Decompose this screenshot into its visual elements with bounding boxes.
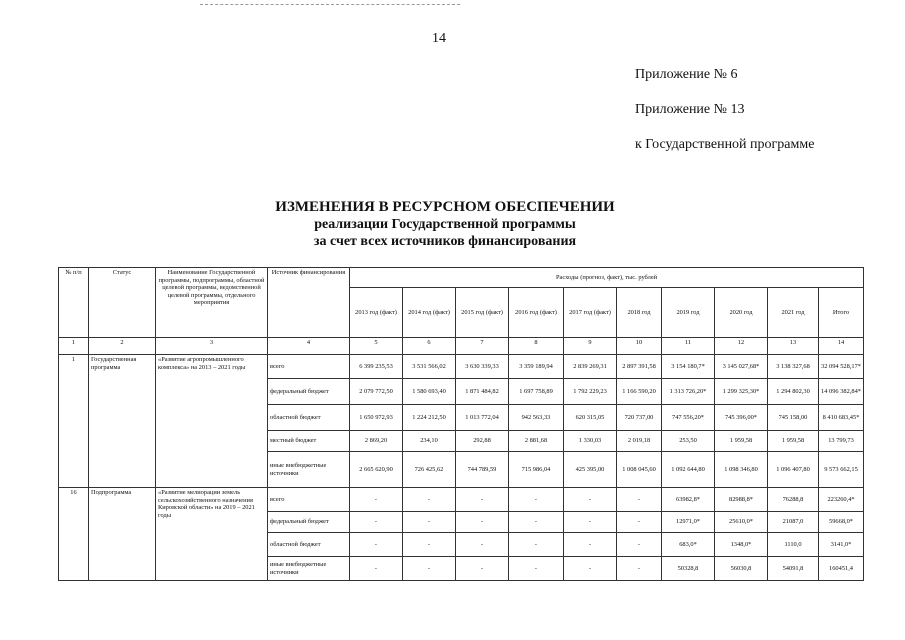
amount-cell: 2 665 620,90 [350, 452, 403, 488]
amount-cell: 1 792 229,23 [564, 379, 617, 405]
funding-source: иные внебюджетные источники [268, 557, 350, 581]
amount-cell: 1348,0* [715, 533, 768, 557]
document-title [200, 199, 690, 250]
scan-artifact-line [200, 4, 460, 5]
amount-cell: - [456, 512, 509, 533]
column-number: 8 [509, 338, 564, 355]
amount-cell: - [350, 512, 403, 533]
amount-cell: 745 158,00 [768, 405, 819, 431]
amount-cell: - [350, 488, 403, 512]
amount-cell: 1110,0 [768, 533, 819, 557]
funding-source: всего [268, 355, 350, 379]
amount-cell: 292,88 [456, 431, 509, 452]
header-year: 2020 год [715, 288, 768, 338]
appendix-line-1: Приложение № 6 [635, 67, 738, 82]
column-number: 14 [819, 338, 864, 355]
amount-cell: 21087,0 [768, 512, 819, 533]
resource-table [58, 267, 864, 581]
header-year: 2013 год (факт) [350, 288, 403, 338]
funding-source: иные внебюджетные источники [268, 452, 350, 488]
page-number: 14 [432, 31, 446, 46]
amount-cell: - [617, 533, 662, 557]
amount-cell: - [617, 557, 662, 581]
title-line-2: реализации Государственной программы [314, 217, 576, 232]
amount-cell: 253,50 [662, 431, 715, 452]
amount-cell: - [617, 512, 662, 533]
amount-cell: 160451,4 [819, 557, 864, 581]
amount-cell: 2 839 269,31 [564, 355, 617, 379]
amount-cell: 942 563,33 [509, 405, 564, 431]
amount-cell: - [456, 488, 509, 512]
amount-cell: 1 098 346,80 [715, 452, 768, 488]
table-row [59, 488, 864, 512]
program-no: 16 [59, 488, 89, 581]
amount-cell: 12971,0* [662, 512, 715, 533]
funding-source: областной бюджет [268, 405, 350, 431]
header-year: 2014 год (факт) [403, 288, 456, 338]
amount-cell: 1 096 407,80 [768, 452, 819, 488]
header-source: Источник финансирования [268, 268, 350, 338]
amount-cell: 1 224 212,50 [403, 405, 456, 431]
amount-cell: - [509, 488, 564, 512]
funding-source: областной бюджет [268, 533, 350, 557]
amount-cell: 745 396,00* [715, 405, 768, 431]
amount-cell: - [403, 533, 456, 557]
header-name: Наименование Государственной программы, подпрограммы, областной целевой программы, ведомственной целевой программы, отдельного мероприятия [156, 268, 268, 338]
header-year: 2018 год [617, 288, 662, 338]
amount-cell: 13 799,73 [819, 431, 864, 452]
amount-cell: 1 092 644,80 [662, 452, 715, 488]
header-year: 2017 год (факт) [564, 288, 617, 338]
amount-cell: 3 359 189,94 [509, 355, 564, 379]
amount-cell: - [456, 533, 509, 557]
amount-cell: 2 881,68 [509, 431, 564, 452]
program-no: 1 [59, 355, 89, 488]
amount-cell: 32 094 528,17* [819, 355, 864, 379]
column-number: 11 [662, 338, 715, 355]
column-number: 5 [350, 338, 403, 355]
amount-cell: 1 871 484,82 [456, 379, 509, 405]
amount-cell: 620 315,05 [564, 405, 617, 431]
amount-cell: 747 556,20* [662, 405, 715, 431]
amount-cell: 726 425,62 [403, 452, 456, 488]
amount-cell: 1 650 972,93 [350, 405, 403, 431]
amount-cell: - [564, 488, 617, 512]
amount-cell: 76288,8 [768, 488, 819, 512]
column-number: 1 [59, 338, 89, 355]
amount-cell: 14 096 382,84* [819, 379, 864, 405]
amount-cell: 50328,8 [662, 557, 715, 581]
header-year: 2015 год (факт) [456, 288, 509, 338]
amount-cell: 82988,8* [715, 488, 768, 512]
program-status: Подпрограмма [89, 488, 156, 581]
column-number: 2 [89, 338, 156, 355]
program-name: «Развитие мелиорации земель сельскохозяйственного назначения Кировской области» на 2019 – 2021 годы [156, 488, 268, 581]
amount-cell: - [564, 533, 617, 557]
amount-cell: - [617, 488, 662, 512]
funding-source: федеральный бюджет [268, 512, 350, 533]
amount-cell: 1 959,58 [768, 431, 819, 452]
column-number: 13 [768, 338, 819, 355]
column-number: 7 [456, 338, 509, 355]
amount-cell: 223260,4* [819, 488, 864, 512]
header-year: 2021 год [768, 288, 819, 338]
amount-cell: 63982,8* [662, 488, 715, 512]
amount-cell: - [509, 533, 564, 557]
amount-cell: 744 789,59 [456, 452, 509, 488]
header-no: № п/п [59, 268, 89, 338]
column-number: 10 [617, 338, 662, 355]
amount-cell: - [403, 512, 456, 533]
amount-cell: - [509, 512, 564, 533]
amount-cell: 715 986,04 [509, 452, 564, 488]
column-number: 4 [268, 338, 350, 355]
header-status: Статус [89, 268, 156, 338]
amount-cell: 2 079 772,50 [350, 379, 403, 405]
column-number: 6 [403, 338, 456, 355]
header-expenses: Расходы (прогноз, факт), тыс. рублей [350, 268, 864, 288]
amount-cell: 1 294 802,30 [768, 379, 819, 405]
amount-cell: 1 166 590,20 [617, 379, 662, 405]
amount-cell: 1 013 772,04 [456, 405, 509, 431]
amount-cell: - [456, 557, 509, 581]
funding-source: местный бюджет [268, 431, 350, 452]
amount-cell: - [350, 557, 403, 581]
amount-cell: 2 019,18 [617, 431, 662, 452]
amount-cell: 9 573 662,15 [819, 452, 864, 488]
column-number: 3 [156, 338, 268, 355]
amount-cell: - [403, 557, 456, 581]
amount-cell: 3 531 566,02 [403, 355, 456, 379]
header-year: 2019 год [662, 288, 715, 338]
amount-cell: 3141,0* [819, 533, 864, 557]
amount-cell: - [564, 512, 617, 533]
amount-cell: 425 395,00 [564, 452, 617, 488]
amount-cell: 1 697 758,89 [509, 379, 564, 405]
appendix-line-2: Приложение № 13 [635, 102, 745, 117]
amount-cell: 8 410 683,45* [819, 405, 864, 431]
column-number: 12 [715, 338, 768, 355]
amount-cell: 3 630 339,33 [456, 355, 509, 379]
amount-cell: 3 154 180,7* [662, 355, 715, 379]
amount-cell: 1 313 726,20* [662, 379, 715, 405]
amount-cell: 234,10 [403, 431, 456, 452]
amount-cell: 56030,8 [715, 557, 768, 581]
amount-cell: 6 399 235,53 [350, 355, 403, 379]
amount-cell: - [564, 557, 617, 581]
amount-cell: - [509, 557, 564, 581]
amount-cell: 1 330,03 [564, 431, 617, 452]
amount-cell: 1 959,58 [715, 431, 768, 452]
column-number: 9 [564, 338, 617, 355]
amount-cell: 3 138 327,68 [768, 355, 819, 379]
amount-cell: 683,0* [662, 533, 715, 557]
appendix-line-3: к Государственной программе [635, 137, 815, 152]
program-name: «Развитие агропромышленного комплекса» на 2013 – 2021 годы [156, 355, 268, 488]
amount-cell: - [403, 488, 456, 512]
amount-cell: 1 299 325,30* [715, 379, 768, 405]
amount-cell: 720 737,00 [617, 405, 662, 431]
amount-cell: 2 869,20 [350, 431, 403, 452]
header-year: Итого [819, 288, 864, 338]
amount-cell: 1 580 693,40 [403, 379, 456, 405]
funding-source: федеральный бюджет [268, 379, 350, 405]
amount-cell: 2 897 391,58 [617, 355, 662, 379]
title-line-1: ИЗМЕНЕНИЯ В РЕСУРСНОМ ОБЕСПЕЧЕНИИ [275, 199, 615, 215]
amount-cell: - [350, 533, 403, 557]
amount-cell: 1 008 045,60 [617, 452, 662, 488]
amount-cell: 59668,0* [819, 512, 864, 533]
header-year: 2016 год (факт) [509, 288, 564, 338]
funding-source: всего [268, 488, 350, 512]
program-status: Государственная программа [89, 355, 156, 488]
amount-cell: 25610,0* [715, 512, 768, 533]
amount-cell: 54091,8 [768, 557, 819, 581]
table-row [59, 355, 864, 379]
amount-cell: 3 145 027,68* [715, 355, 768, 379]
title-line-3: за счет всех источников финансирования [313, 234, 577, 249]
